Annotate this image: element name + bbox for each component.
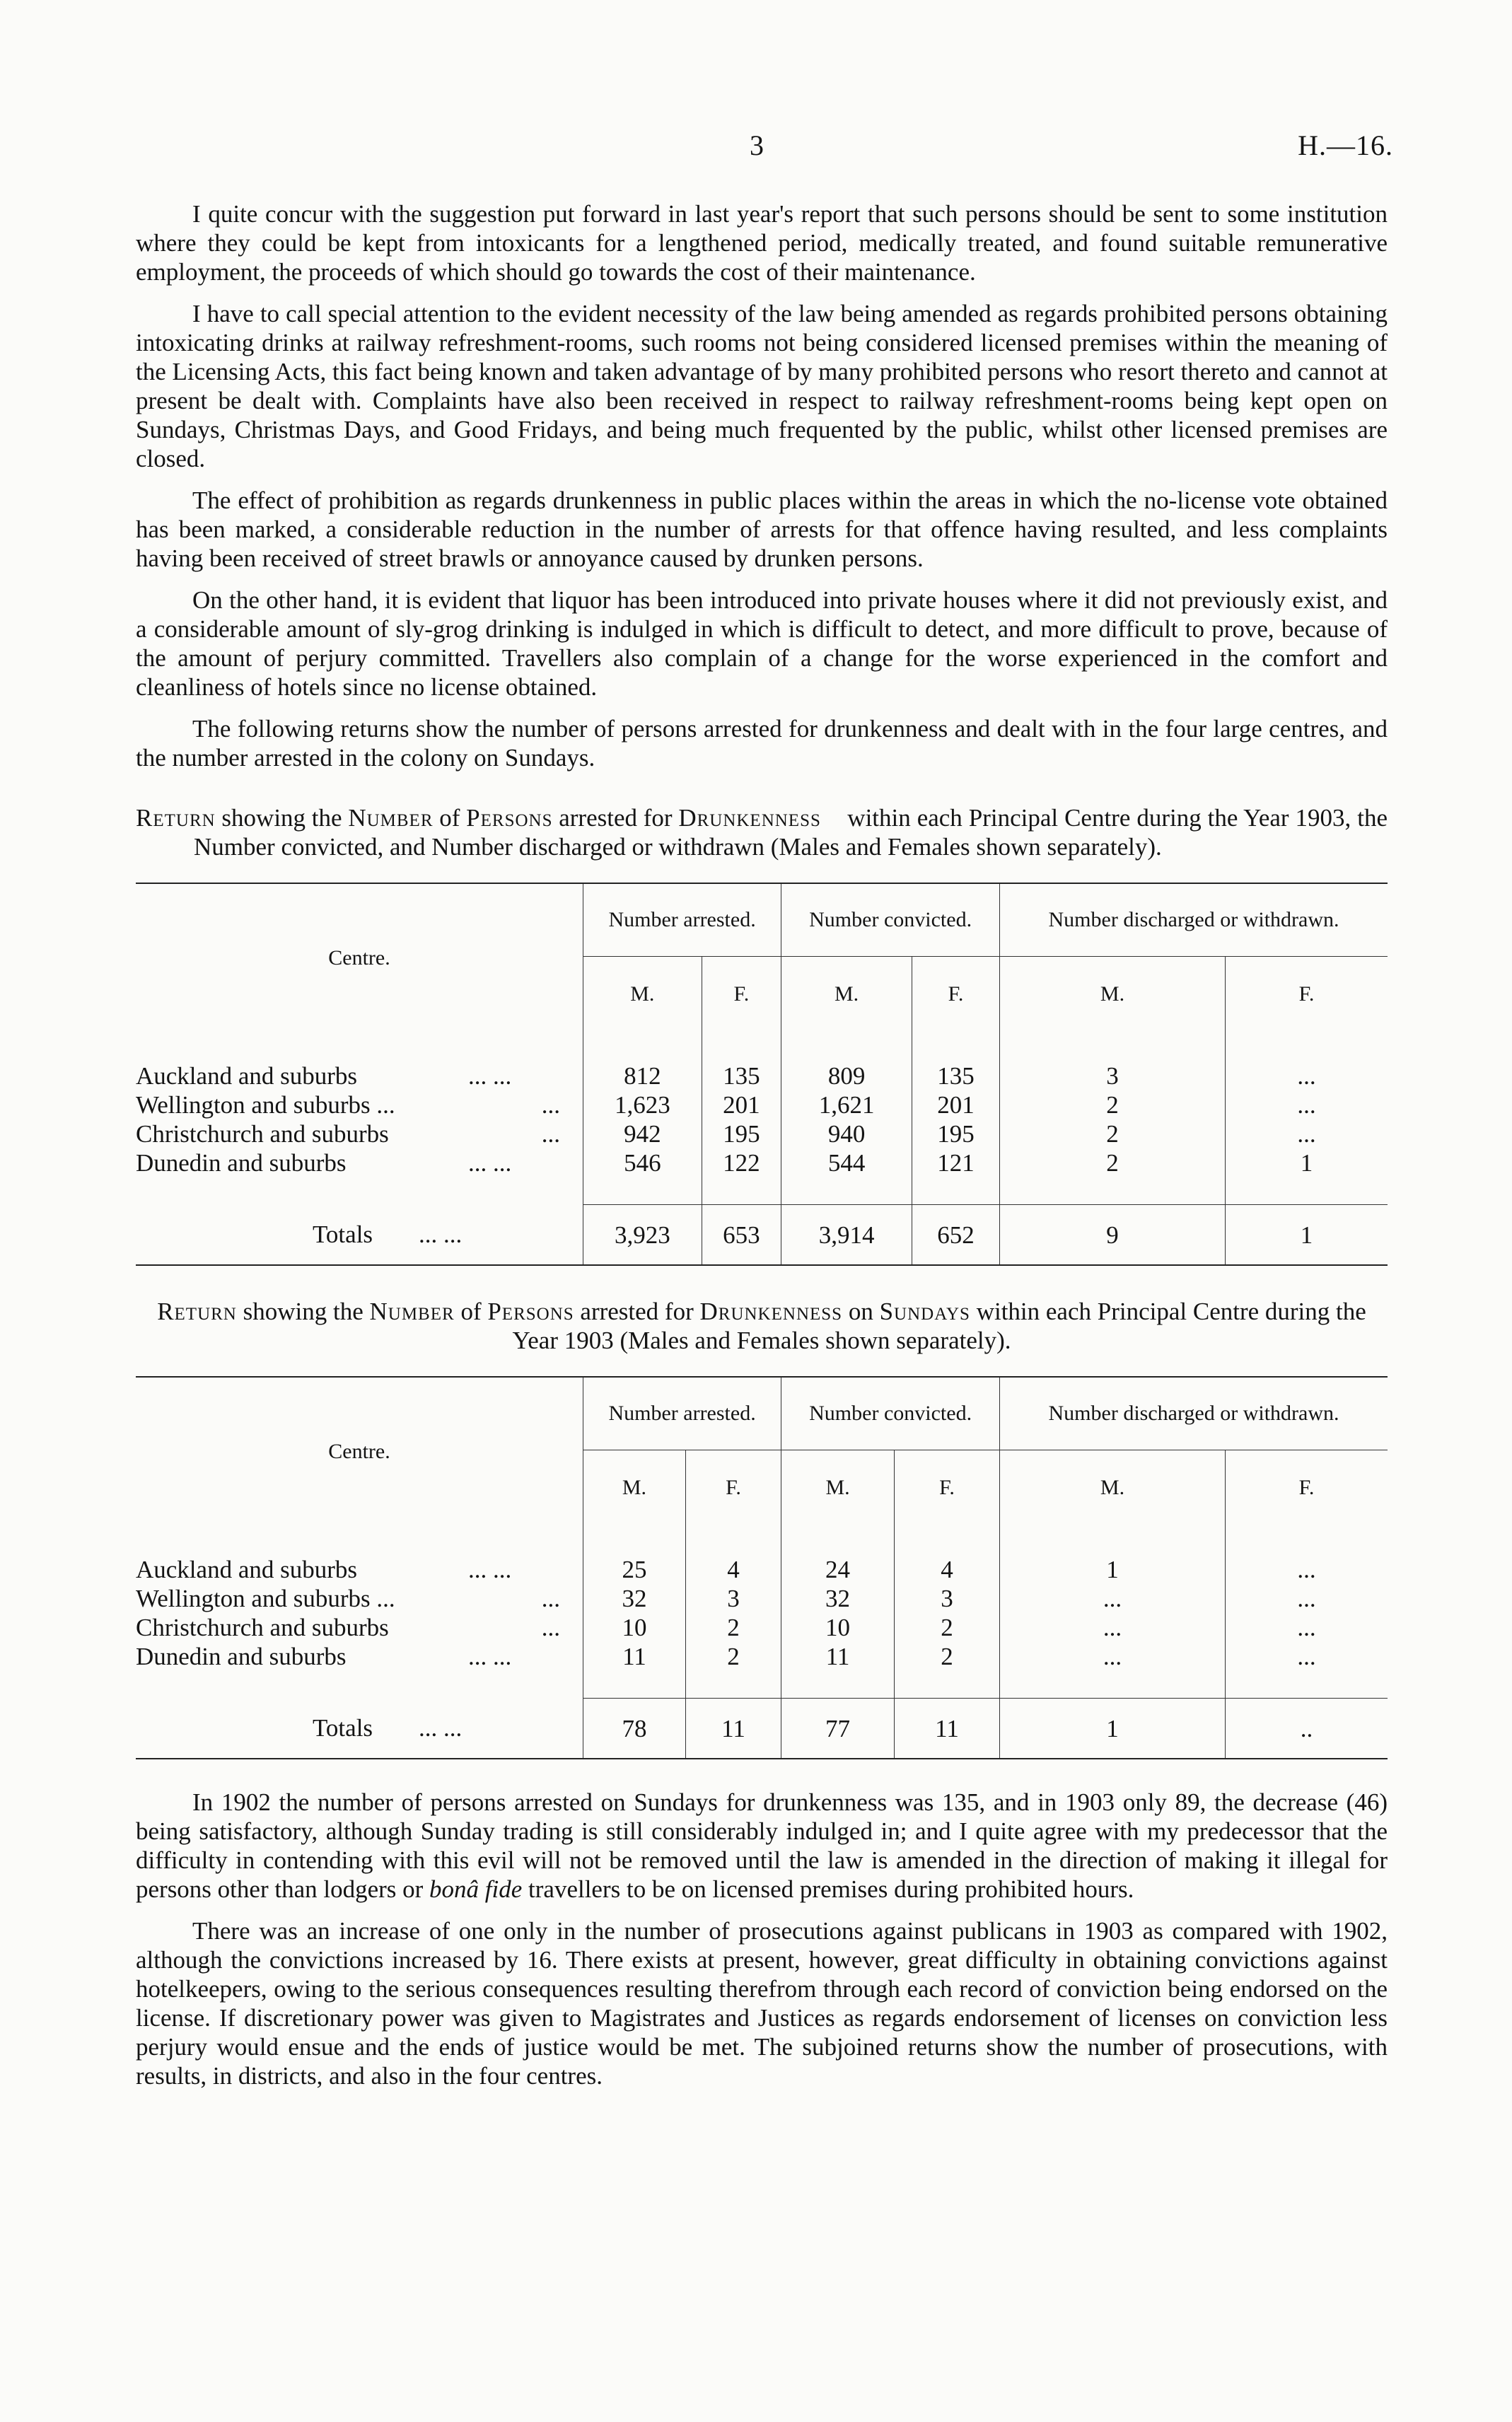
table2-totals-row: Totals ... ... 78 11 77 11 1 .. <box>136 1699 1388 1759</box>
table2-header-discharged: Number discharged or withdrawn. <box>1000 1377 1388 1450</box>
table1-header-discharged: Number discharged or withdrawn. <box>1000 883 1388 957</box>
table2-header-convicted: Number convicted. <box>781 1377 1000 1450</box>
table1-header-dis-m: M. <box>1000 957 1226 1032</box>
table-row: Dunedin and suburbs ... ... 11 2 11 2 ... ... <box>136 1642 1388 1671</box>
table-row: Auckland and suburbs ... ... 25 4 24 4 1 ... <box>136 1555 1388 1584</box>
table2-header-dis-m: M. <box>1000 1450 1226 1526</box>
table-row: Wellington and suburbs ... ... 32 3 32 3 ... ... <box>136 1584 1388 1613</box>
table2-header-centre: Centre. <box>328 1439 390 1463</box>
paragraph-institution: I quite concur with the suggestion put forward in last year's report that such persons should be sent to some institution where they could be kept from intoxicants for a lengthened period, medically treated, and found suitable remunerative employment, the proceeds of which should go towards the cost of their maintenance. <box>136 200 1388 286</box>
table2-caption: Return showing the Number of Persons arrested for Drunkenness on Sundays within each Principal Centre during the Year 1903 (Males and Females shown separately). <box>157 1298 1366 1354</box>
document-reference: H.—16. <box>1298 129 1393 161</box>
table1-header-arr-f: F. <box>702 957 781 1032</box>
paragraph-returns-intro: The following returns show the number of persons arrested for drunkenness and dealt with in the four large centres, and the number arrested in the colony on Sundays. <box>136 715 1388 772</box>
table-row: Dunedin and suburbs ... ... 546 122 544 121 2 1 <box>136 1148 1388 1177</box>
table1-header-arrested: Number arrested. <box>583 883 781 957</box>
paragraph-prohibition-effect: The effect of prohibition as regards drunkenness in public places within the areas in which the no-license vote obtained has been marked, a considerable reduction in the number of arrests for that offence having resulted, and less complaints having been received of street brawls or annoyance caused by drunken persons. <box>136 487 1388 572</box>
table-row: Christchurch and suburbs ... 10 2 10 2 ... ... <box>136 1613 1388 1642</box>
paragraph-prosecutions: There was an increase of one only in the number of prosecutions against publicans in 1903 as compared with 1902, although the convictions increased by 16. There exists at present, however, great difficulty in obtaining convictions against hotelkeepers, owing to the serious consequences resulting therefrom through each record of conviction being endorsed on the license. If discretionary power was given to Magistrates and Justices as regards endorsement of licenses on conviction less perjury would ensue and the ends of justice would be met. The subjoined returns show the number of prosecutions, with results, in districts, and also in the four centres. <box>136 1917 1388 2090</box>
table1-header-centre: Centre. <box>328 945 390 970</box>
table2-header-arr-m: M. <box>583 1450 686 1526</box>
paragraph-sunday-arrests: In 1902 the number of persons arrested on Sundays for drunkenness was 135, and in 1903 only 89, the decrease (46) being satisfactory, although Sunday trading is still considerably indulged in; and I quite agree with my predecessor that the difficulty in contending with this evil will not be removed until the law is amended in the direction of making it illegal for persons other than lodgers or bonâ fide travellers to be on licensed premises during prohibited hours. <box>136 1788 1388 1903</box>
table1-header-dis-f: F. <box>1226 957 1388 1032</box>
table1-header-arr-m: M. <box>583 957 702 1032</box>
table2-header-arrested: Number arrested. <box>583 1377 781 1450</box>
table1-totals-row: Totals ... ... 3,923 653 3,914 652 9 1 <box>136 1205 1388 1266</box>
table2-header-dis-f: F. <box>1226 1450 1388 1526</box>
table1-header-con-f: F. <box>912 957 1000 1032</box>
table-row: Wellington and suburbs ... ... 1,623 201 1,621 201 2 ... <box>136 1090 1388 1119</box>
table-row: Christchurch and suburbs ... 942 195 940 195 2 ... <box>136 1119 1388 1148</box>
page-number: 3 <box>750 129 764 161</box>
table-row: Auckland and suburbs ... ... 812 135 809 135 3 ... <box>136 1061 1388 1090</box>
table2-header-con-m: M. <box>781 1450 895 1526</box>
table1-arrests-by-centre <box>136 883 1388 1266</box>
page-body <box>136 199 1388 2103</box>
table2-header-arr-f: F. <box>685 1450 781 1526</box>
table1-header-convicted: Number convicted. <box>781 883 1000 957</box>
table2-header-con-f: F. <box>894 1450 999 1526</box>
paragraph-refreshment-rooms: I have to call special attention to the evident necessity of the law being amended as regards prohibited persons obtaining intoxicating drinks at railway refreshment-rooms, such rooms not being considered licensed premises within the meaning of the Licensing Acts, this fact being known and taken advantage of by many prohibited persons who resort thereto and cannot at present be dealt with. Complaints have also been received in respect to railway refreshment-rooms being kept open on Sundays, Christmas Days, and Good Fridays, and being much frequented by the public, whilst other licensed premises are closed. <box>136 300 1388 472</box>
table1-header-con-m: M. <box>781 957 912 1032</box>
paragraph-sly-grog: On the other hand, it is evident that liquor has been introduced into private houses where it did not previously exist, and a considerable amount of sly-grog drinking is indulged in which is difficult to detect, and more difficult to prove, because of the amount of perjury committed. Travellers also complain of a change for the worse experienced in the comfort and cleanliness of hotels since no license obtained. <box>136 586 1388 701</box>
table2-sunday-arrests <box>136 1376 1388 1759</box>
table1-caption: Return showing the Number of Persons arrested for Drunkenness within each Principal Centre during the Year 1903, the Number convicted, and Number discharged or withdrawn (Males and Females shown separately). <box>136 804 1388 861</box>
